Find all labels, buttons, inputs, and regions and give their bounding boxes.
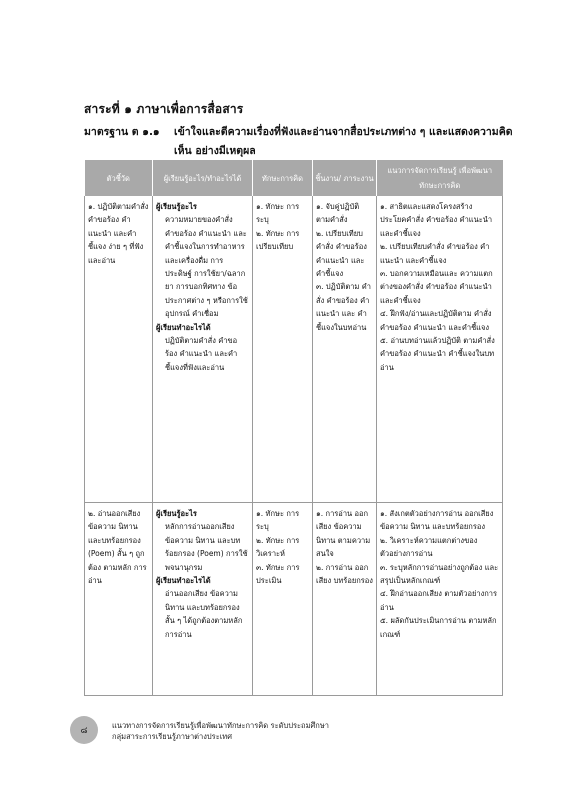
approach-item: ๑. สาธิตและแสดงโครงสร้าง ประโยคคำสั่ง คำขอร้อง คำแนะนำ และคำชี้แจง xyxy=(380,202,493,238)
standard-code: มาตรฐาน ต ๑.๑ xyxy=(84,126,160,138)
learn-do-text: ปฏิบัติตามคำสั่ง คำขอร้อง คำแนะนำ และคำชี้แจงที่ฟังและอ่าน xyxy=(165,336,238,372)
task-item: ๒. เปรียบเทียบ คำสั่ง คำขอร้อง คำแนะนำ และ คำชี้แจง xyxy=(316,228,367,279)
learn-know-heading: ผู้เรียนรู้อะไร xyxy=(156,509,197,518)
skill-cell xyxy=(253,503,313,696)
task-item: ๓. ปฏิบัติตาม คำสั่ง คำขอร้อง คำแนะนำ และ คำชี้แจงในบทอ่าน xyxy=(316,282,371,332)
learning-cell xyxy=(153,503,253,696)
footer xyxy=(112,720,329,742)
table-row xyxy=(85,196,503,503)
curriculum-table xyxy=(84,160,503,696)
footer-line-2: กลุ่มสาระการเรียนรู้ภาษาต่างประเทศ xyxy=(112,732,232,741)
header-indicator: ตัวชี้วัด xyxy=(85,160,153,196)
skill-item: ๒. ทักษะ การเปรียบเทียบ xyxy=(256,228,300,252)
approach-item: ๓. บอกความเหมือนและ ความแตกต่างของคำสั่ง คำขอร้อง คำแนะนำ และคำชี้แจง xyxy=(380,269,493,305)
header-task: ชิ้นงาน/ ภาระงาน xyxy=(313,160,377,196)
task-item: ๑. การอ่าน ออกเสียง ข้อความนิทาน ตามความสนใจ xyxy=(316,509,371,559)
learn-do-heading: ผู้เรียนทำอะไรได้ xyxy=(156,322,211,332)
strand-heading: สาระที่ ๑ ภาษาเพื่อการสื่อสาร xyxy=(84,102,244,116)
indicator-cell xyxy=(85,196,153,503)
page-number-text: ๘ xyxy=(80,726,88,736)
approach-item: ๔. ฝึกอ่านออกเสียง ตามตัวอย่างการอ่าน xyxy=(380,589,498,612)
skill-item: ๑. ทักษะ การระบุ xyxy=(256,202,300,225)
approach-item: ๒. เปรียบเทียบคำสั่ง คำขอร้อง คำแนะนำ และคำชี้แจง xyxy=(380,242,490,265)
approach-item: ๕. อ่านบทอ่านแล้วปฏิบัติ ตามคำสั่ง คำขอร้อง คำแนะนำ คำชี้แจงในบทอ่าน xyxy=(380,336,495,372)
indicator-text: ๒. อ่านออกเสียง ข้อความ นิทาน และบทร้อยกรอง (Poem) สั้น ๆ ถูกต้อง ตามหลัก การอ่าน xyxy=(88,509,147,586)
indicator-cell xyxy=(85,503,153,696)
task-cell xyxy=(313,196,377,503)
footer-line-1: แนวทางการจัดการเรียนรู้เพื่อพัฒนาทักษะการคิด ระดับประถมศึกษา xyxy=(112,721,329,730)
approach-item: ๔. ฝึกฟัง/อ่านและปฏิบัติตาม คำสั่ง คำขอร้อง คำแนะนำ และคำชี้แจง xyxy=(380,309,492,332)
learn-know-heading: ผู้เรียนรู้อะไร xyxy=(156,202,197,211)
task-item: ๑. จับคู่ปฏิบัติ ตามคำสั่ง xyxy=(316,202,360,225)
learn-do-text: อ่านออกเสียง ข้อความ นิทาน และบทร้อยกรองสั้น ๆ ได้ถูกต้องตามหลักการอ่าน xyxy=(165,589,243,639)
learning-cell xyxy=(153,196,253,503)
indicator-text: ๑. ปฏิบัติตามคำสั่ง คำขอร้อง คำแนะนำ และคำชี้แจง ง่าย ๆ ที่ฟัง และอ่าน xyxy=(88,202,149,265)
approach-item: ๒. วิเคราะห์ความแตกต่างของ ตัวอย่างการอ่าน xyxy=(380,535,478,559)
skill-item: ๓. ทักษะ การประเมิน xyxy=(256,562,300,586)
skill-item: ๒. ทักษะ การวิเคราะห์ xyxy=(256,535,300,559)
learn-know-text: ความหมายของคำสั่ง คำขอร้อง คำแนะนำ และคำชี้แจงในการทำอาหาร และเครื่องดื่ม การประดิษฐ์ การใช้ยา/ฉลากยา การบอกทิศทาง ข้อประกาศต่าง ๆ หรือการใช้อุปกรณ์ คำเชื่อม xyxy=(165,215,248,319)
approach-cell xyxy=(377,503,503,696)
learn-know-text: หลักการอ่านออกเสียง ข้อความ นิทาน และบทร้อยกรอง (Poem) การใช้พจนานุกรม xyxy=(165,522,248,572)
task-cell xyxy=(313,503,377,696)
approach-item: ๓. ระบุหลักการอ่านอย่างถูกต้อง และสรุปเป็นหลักเกณฑ์ xyxy=(380,562,499,586)
table-row xyxy=(85,503,503,696)
table-header-row xyxy=(85,160,503,196)
header-thinking-skill: ทักษะการคิด xyxy=(253,160,313,196)
approach-item: ๑. สังเกตตัวอย่างการอ่าน ออกเสียง ข้อความ นิทาน และบทร้อยกรอง xyxy=(380,509,494,532)
task-item: ๒. การอ่าน ออกเสียง บทร้อยกรอง xyxy=(316,562,373,586)
standard-text: เข้าใจและตีความเรื่องที่ฟังและอ่านจากสื่อประเภทต่าง ๆ และแสดงความคิดเห็น อย่างมีเหตุผล xyxy=(174,126,513,157)
header-learning: ผู้เรียนรู้อะไร/ทำอะไรได้ xyxy=(153,160,253,196)
page-number xyxy=(70,716,98,744)
learn-do-heading: ผู้เรียนทำอะไรได้ xyxy=(156,576,211,586)
skill-cell xyxy=(253,196,313,503)
header-approach: แนวการจัดการเรียนรู้ เพื่อพัฒนาทักษะการคิด xyxy=(377,160,503,196)
skill-item: ๑. ทักษะ การระบุ xyxy=(256,509,300,532)
approach-cell xyxy=(377,196,503,503)
approach-item: ๕. ผลัดกันประเมินการอ่าน ตามหลักเกณฑ์ xyxy=(380,616,497,639)
